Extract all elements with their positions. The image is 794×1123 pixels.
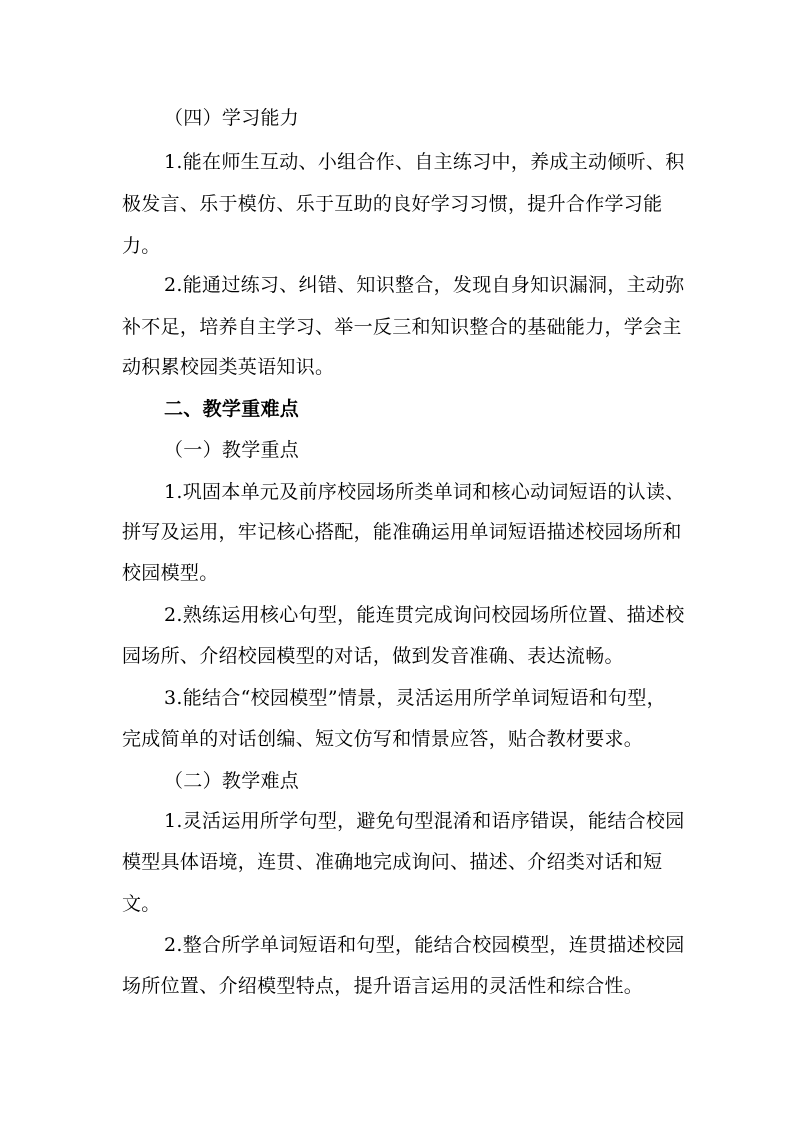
paragraph-line: 1.巩固本单元及前序校园场所类单词和核心动词短语的认读、 — [164, 481, 685, 503]
subheading-teaching-difficulties: （二）教学难点 — [164, 770, 300, 792]
subheading-learning-ability: （四）学习能力 — [164, 107, 300, 129]
paragraph-line: 完成简单的对话创编、短文仿写和情景应答，贴合教材要求。 — [122, 728, 644, 750]
paragraph-line: 文。 — [122, 893, 161, 915]
paragraph-line: 力。 — [122, 235, 161, 257]
paragraph-line: 校园模型。 — [122, 562, 219, 584]
paragraph-line: 场所位置、介绍模型特点，提升语言运用的灵活性和综合性。 — [122, 975, 644, 997]
paragraph-line: 1.灵活运用所学句型，避免句型混淆和语序错误，能结合校园 — [164, 810, 685, 832]
paragraph-line: 极发言、乐于模仿、乐于互助的良好学习习惯，提升合作学习能 — [122, 193, 663, 215]
paragraph-line: 3.能结合“校园模型”情景，灵活运用所学单词短语和句型， — [164, 687, 666, 709]
subheading-teaching-focus: （一）教学重点 — [164, 439, 300, 461]
paragraph-line: 1.能在师生互动、小组合作、自主练习中，养成主动倾听、积 — [164, 151, 685, 173]
paragraph-line: 动积累校园类英语知识。 — [122, 356, 335, 378]
paragraph-line: 模型具体语境，连贯、准确地完成询问、描述、介绍类对话和短 — [122, 851, 663, 873]
section-heading-key-points: 二、教学重难点 — [164, 398, 300, 420]
paragraph-line: 补不足，培养自主学习、举一反三和知识整合的基础能力，学会主 — [122, 316, 682, 338]
paragraph-line: 拼写及运用，牢记核心搭配，能准确运用单词短语描述校园场所和 — [122, 521, 682, 543]
paragraph-line: 2.熟练运用核心句型，能连贯完成询问校园场所位置、描述校 — [164, 604, 685, 626]
paragraph-line: 2.能通过练习、纠错、知识整合，发现自身知识漏洞，主动弥 — [164, 274, 685, 296]
paragraph-line: 园场所、介绍校园模型的对话，做到发音准确、表达流畅。 — [122, 645, 624, 667]
paragraph-line: 2.整合所学单词短语和句型，能结合校园模型，连贯描述校园 — [164, 934, 685, 956]
